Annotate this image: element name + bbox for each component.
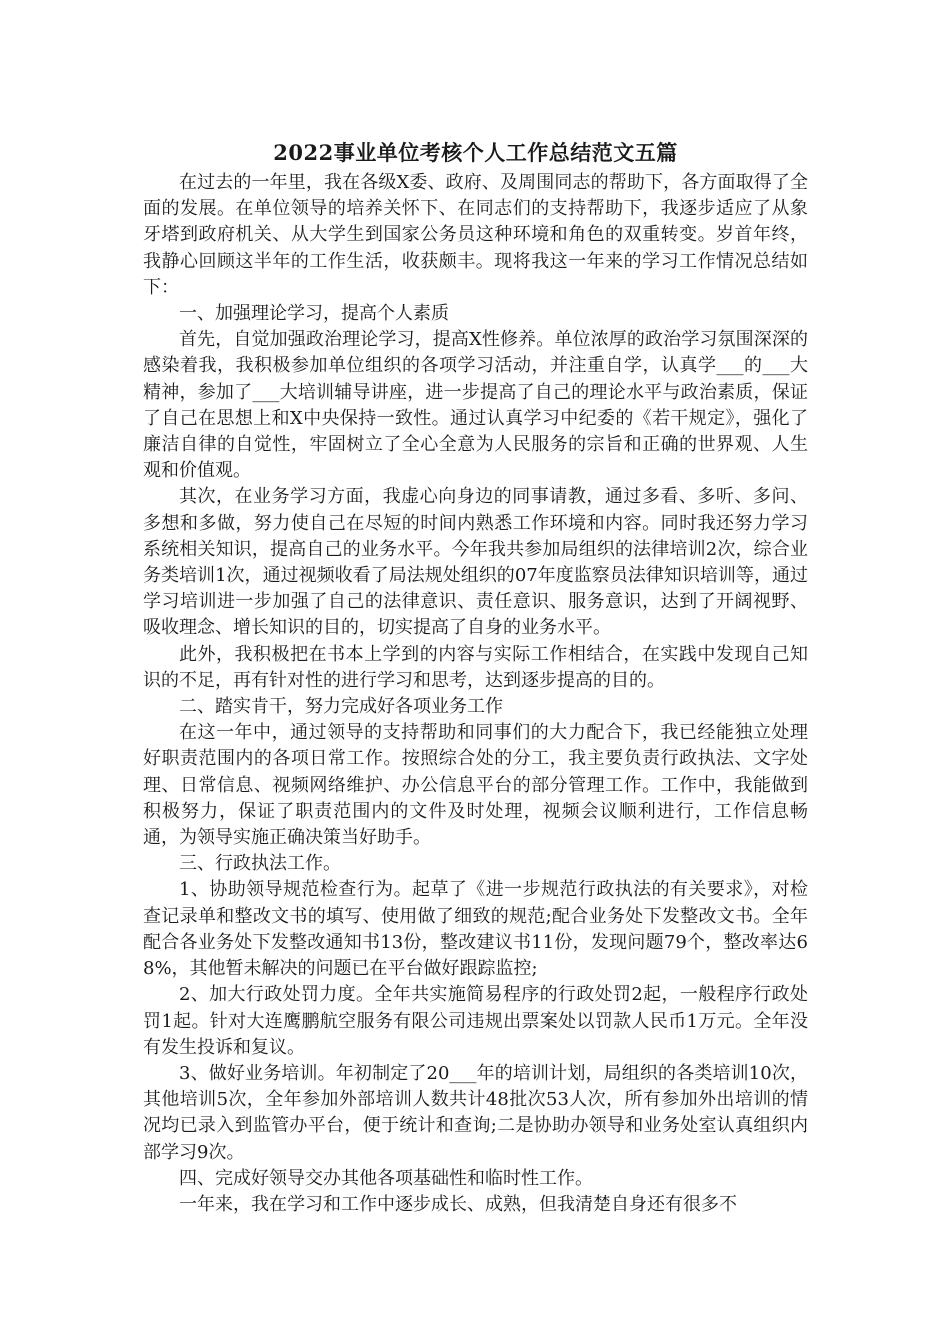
- section-heading-1: 一、加强理论学习，提高个人素质: [179, 303, 449, 325]
- paragraph-theory-study: 首先，自觉加强政治理论学习，提高X性修养。单位浓厚的政治学习氛围深深的感染着我，我积极参加单位组织的各项学习活动，并注重自学，认真学___的___大精神，参加了___大培训辅导讲座，进一步提高了自己的理论水平与政治素质，保证了自己在思想上和X中央保持一致性。通过认真学习中纪委的《若干规定》，强化了廉洁自律的自觉性，牢固树立了全心全意为人民服务的宗旨和正确的世界观、人生观和价值观。: [143, 329, 808, 482]
- paragraph-intro: 在过去的一年里，我在各级X委、政府、及周围同志的帮助下，各方面取得了全面的发展。在单位领导的培养关怀下、在同志们的支持帮助下，我逐步适应了从象牙塔到政府机关、从大学生到国家公务员这种环境和角色的双重转变。岁首年终，我静心回顾这半年的工作生活，收获颇丰。现将我这一年来的学习工作情况总结如下：: [143, 172, 808, 298]
- document-page: [143, 138, 808, 1218]
- section-heading-3: 三、行政执法工作。: [179, 853, 341, 875]
- paragraph-item-1: 1、协助领导规范检查行为。起草了《进一步规范行政执法的有关要求》，对检查记录单和整改文书的填写、使用做了细致的规范;配合业务处下发整改文书。全年配合各业务处下发整改通知书13份，整改建议书11份，发现问题79个，整改率达68%，其他暂未解决的问题已在平台做好跟踪监控;: [143, 879, 808, 980]
- section-heading-2: 二、踏实肯干，努力完成好各项业务工作: [179, 696, 503, 718]
- paragraph-closing: 一年来，我在学习和工作中逐步成长、成熟，但我清楚自身还有很多不: [179, 1193, 737, 1215]
- paragraph-item-2: 2、加大行政处罚力度。全年共实施简易程序的行政处罚2起，一般程序行政处罚1起。针对大连鹰鹏航空服务有限公司违规出票案处以罚款人民币1万元。全年没有发生投诉和复议。: [143, 984, 808, 1058]
- paragraph-practice: 此外，我积极把在书本上学到的内容与实际工作相结合，在实践中发现自己知识的不足，再有针对性的进行学习和思考，达到逐步提高的目的。: [143, 643, 808, 691]
- paragraph-daily-work: 在这一年中，通过领导的支持帮助和同事们的大力配合下，我已经能独立处理好职责范围内的各项日常工作。按照综合处的分工，我主要负责行政执法、文字处理、日常信息、视频网络维护、办公信息平台的部分管理工作。工作中，我能做到积极努力，保证了职责范围内的文件及时处理，视频会议顺利进行，工作信息畅通，为领导实施正确决策当好助手。: [143, 722, 808, 849]
- paragraph-business-study: 其次，在业务学习方面，我虚心向身边的同事请教，通过多看、多听、多问、多想和多做，努力使自己在尽短的时间内熟悉工作环境和内容。同时我还努力学习系统相关知识，提高自己的业务水平。今年我共参加局组织的法律培训2次，综合业务类培训1次，通过视频收看了局法规处组织的07年度监察员法律知识培训等，通过学习培训进一步加强了自己的法律意识、责任意识、服务意识，达到了开阔视野、吸收理念、增长知识的目的，切实提高了自身的业务水平。: [143, 486, 808, 639]
- section-heading-4: 四、完成好领导交办其他各项基础性和临时性工作。: [179, 1167, 593, 1189]
- paragraph-item-3: 3、做好业务培训。年初制定了20___年的培训计划，局组织的各类培训10次，其他培训5次，全年参加外部培训人数共计48批次53人次，所有参加外出培训的情况均已录入到监管办平台，便于统计和查询;二是协助办领导和业务处室认真组织内部学习9次。: [143, 1062, 808, 1163]
- document-title: 2022事业单位考核个人工作总结范文五篇: [273, 140, 678, 165]
